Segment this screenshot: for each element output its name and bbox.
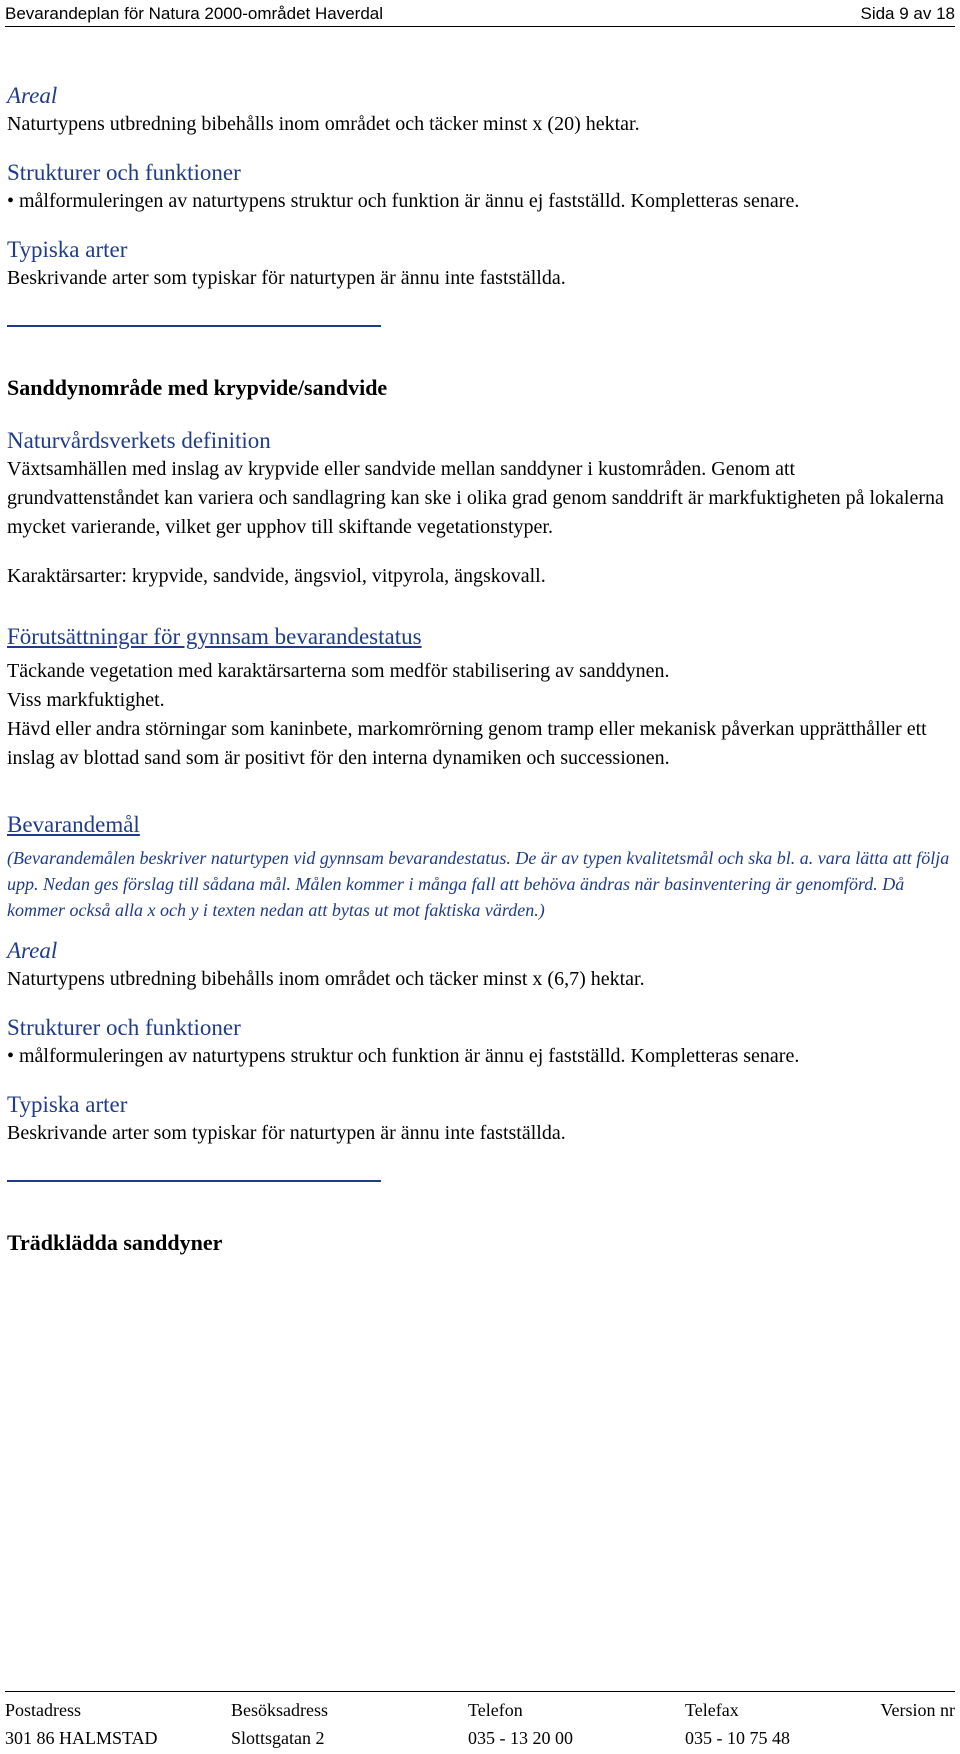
footer-label: Telefax bbox=[685, 1700, 739, 1720]
footer-value: Slottsgatan 2 bbox=[231, 1728, 325, 1748]
footer-value: 035 - 13 20 00 bbox=[468, 1728, 573, 1748]
conditions-line-2: Viss markfuktighet. bbox=[7, 689, 165, 711]
typical-species-heading-2: Typiska arter bbox=[7, 1092, 128, 1117]
structures-text-2: • målformuleringen av naturtypens struktur och funktion är ännu ej fastställd. Kompletteras senare. bbox=[7, 1045, 800, 1067]
footer-label: Telefon bbox=[468, 1700, 523, 1720]
areal-heading-2: Areal bbox=[7, 938, 58, 963]
goals-note: (Bevarandemålen beskriver naturtypen vid gynnsam bevarandestatus. De är av typen kvalitetsmål och ska bl. a. vara lätta att följa upp. Nedan ges förslag till sådana mål. Målen kommer i många fall att behöva ändras när basinventering är genomförd. Då kommer också alla x och y i texten nedan att bytas ut mot faktiska värden.) bbox=[7, 848, 950, 920]
footer-fax bbox=[685, 1696, 790, 1752]
footer-version bbox=[881, 1696, 956, 1724]
definition-text: Växtsamhällen med inslag av krypvide eller sandvide mellan sanddyner i kustområden. Genom att grundvattenståndet kan variera och sandlagring kan ske i olika grad genom sanddrift är markfuktigheten på lokalerna mycket varierande, vilket ger upphov till skiftande vegetationstyper. bbox=[7, 458, 944, 538]
areal-text-2: Naturtypens utbredning bibehålls inom området och täcker minst x (6,7) hektar. bbox=[7, 968, 645, 990]
footer-value: 035 - 10 75 48 bbox=[685, 1728, 790, 1748]
typical-species-text-2: Beskrivande arter som typiskar för naturtypen är ännu inte fastställda. bbox=[7, 1122, 566, 1144]
page-footer bbox=[5, 1691, 955, 1752]
conditions-line-1: Täckande vegetation med karaktärsarterna som medför stabilisering av sanddynen. bbox=[7, 660, 670, 682]
footer-label: Postadress bbox=[5, 1700, 81, 1720]
page-header bbox=[5, 2, 955, 27]
typical-species-text: Beskrivande arter som typiskar för naturtypen är ännu inte fastställda. bbox=[7, 267, 566, 289]
footer-value: 301 86 HALMSTAD bbox=[5, 1728, 158, 1748]
definition-heading: Naturvårdsverkets definition bbox=[7, 428, 271, 453]
document-body bbox=[7, 82, 951, 1258]
areal-text: Naturtypens utbredning bibehålls inom området och täcker minst x (20) hektar. bbox=[7, 113, 640, 135]
footer-postal bbox=[5, 1696, 158, 1752]
conditions-heading: Förutsättningar för gynnsam bevarandestatus bbox=[7, 624, 422, 649]
conditions-line-3: Hävd eller andra störningar som kaninbete, markomrörning genom tramp eller mekanisk påverkan upprätthåller ett inslag av blottad sand som är positivt för den interna dynamiken och successionen. bbox=[7, 718, 927, 769]
footer-label: Version nr bbox=[880, 1700, 955, 1720]
header-title: Bevarandeplan för Natura 2000-området Haverdal bbox=[5, 4, 384, 23]
section-title-2: Trädklädda sanddyner bbox=[7, 1230, 223, 1255]
footer-label: Besöksadress bbox=[231, 1700, 328, 1720]
structures-text: • målformuleringen av naturtypens struktur och funktion är ännu ej fastställd. Kompletteras senare. bbox=[7, 190, 800, 212]
characteristic-species: Karaktärsarter: krypvide, sandvide, ängsviol, vitpyrola, ängskovall. bbox=[7, 565, 546, 587]
footer-visit bbox=[231, 1696, 328, 1752]
areal-heading: Areal bbox=[7, 83, 58, 108]
structures-heading-2: Strukturer och funktioner bbox=[7, 1015, 241, 1040]
structures-heading: Strukturer och funktioner bbox=[7, 160, 241, 185]
footer-phone bbox=[468, 1696, 573, 1752]
page-number: Sida 9 av 18 bbox=[860, 4, 955, 23]
goals-heading: Bevarandemål bbox=[7, 812, 140, 837]
section-title: Sanddynområde med krypvide/sandvide bbox=[7, 375, 388, 400]
typical-species-heading: Typiska arter bbox=[7, 237, 128, 262]
